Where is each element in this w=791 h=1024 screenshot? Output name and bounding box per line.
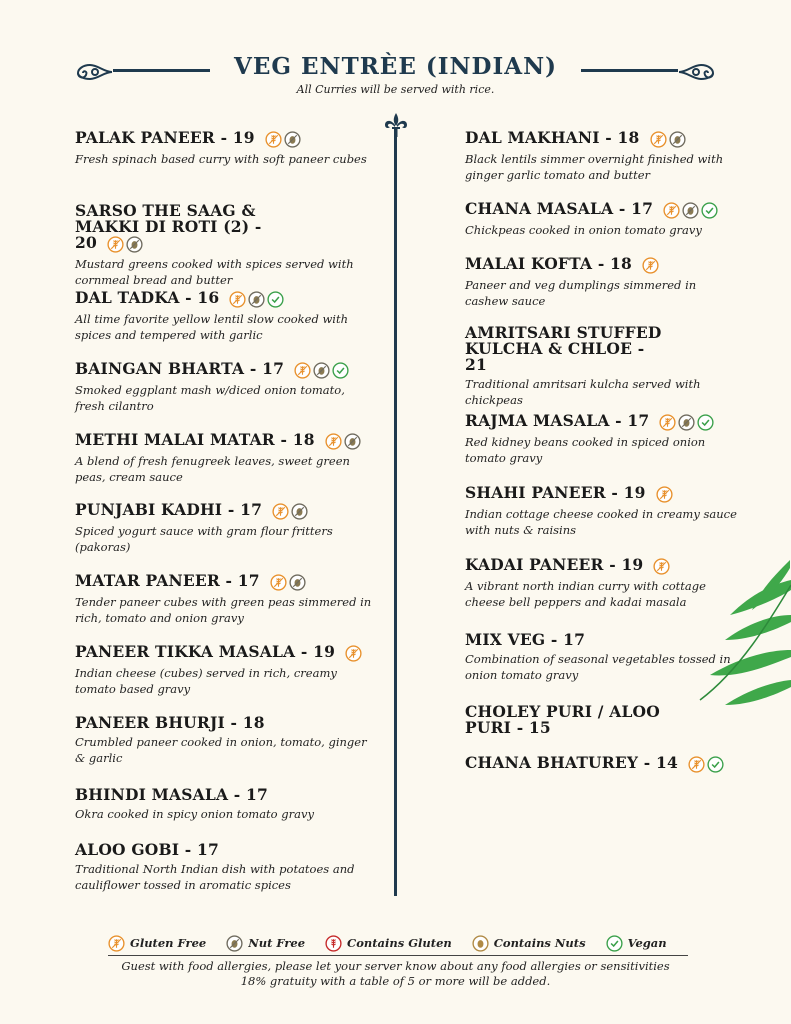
menu-item bbox=[75, 787, 375, 822]
nut-free-icon bbox=[669, 131, 686, 148]
menu-item bbox=[465, 256, 740, 309]
page-title: VEG ENTRÈE (INDIAN) bbox=[234, 53, 557, 80]
vegan-icon bbox=[332, 362, 349, 379]
menu-item-name: METHI MALAI MATAR - 18 bbox=[75, 432, 375, 450]
menu-item bbox=[465, 413, 740, 466]
menu-item-description: Combination of seasonal vegetables tossed in onion tomato gravy bbox=[465, 652, 731, 682]
legend-label: Nut Free bbox=[248, 936, 306, 950]
contains-gluten-icon bbox=[325, 935, 342, 952]
menu-item-description: Indian cottage cheese cooked in creamy sauce with nuts & raisins bbox=[465, 506, 737, 537]
menu-item-description: Traditional amritsari kulcha served with chickpeas bbox=[465, 377, 701, 407]
nut-free-icon bbox=[313, 362, 330, 379]
gluten-free-icon bbox=[688, 756, 705, 773]
nut-free-icon bbox=[248, 291, 265, 308]
menu-item bbox=[75, 502, 375, 555]
legend-item-contains-nuts bbox=[472, 935, 586, 952]
legend-item-nut-free bbox=[226, 935, 305, 952]
menu-item-name: KADAI PANEER - 19 bbox=[465, 557, 740, 575]
menu-item-description: Black lentils simmer overnight finished with ginger garlic tomato and butter bbox=[465, 151, 724, 182]
menu-item-description: All time favorite yellow lentil slow cooked with spices and tempered with garlic bbox=[75, 311, 349, 342]
menu-item bbox=[75, 290, 375, 343]
leaf-decoration bbox=[690, 560, 791, 735]
gluten-free-icon bbox=[656, 486, 673, 503]
menu-item bbox=[75, 203, 375, 288]
menu-item-name: SHAHI PANEER - 19 bbox=[465, 485, 740, 503]
menu-item-name: PUNJABI KADHI - 17 bbox=[75, 502, 375, 520]
gluten-free-icon bbox=[642, 257, 659, 274]
nut-free-icon bbox=[284, 131, 301, 148]
menu-item-name: MIX VEG - 17 bbox=[465, 630, 586, 649]
menu-item bbox=[75, 432, 375, 485]
menu-item bbox=[465, 201, 740, 238]
menu-item-description: Fresh spinach based curry with soft paneer cubes bbox=[75, 151, 367, 166]
footer-notes bbox=[0, 959, 791, 989]
menu-item-name: CHANA MASALA - 17 bbox=[465, 201, 740, 219]
legend-label: Contains Nuts bbox=[493, 936, 586, 950]
nut-free-icon bbox=[678, 414, 695, 431]
menu-item bbox=[465, 325, 740, 408]
menu-item-description: Traditional North Indian dish with potatoes and cauliflower tossed in aromatic spices bbox=[75, 862, 355, 892]
menu-header bbox=[0, 52, 791, 96]
nut-free-icon bbox=[226, 935, 243, 952]
nut-free-icon bbox=[126, 236, 143, 253]
menu-item-name: BHINDI MASALA - 17 bbox=[75, 785, 268, 804]
gluten-free-icon bbox=[270, 574, 287, 591]
column-divider bbox=[394, 128, 397, 896]
legend-item-gluten-free bbox=[108, 935, 206, 952]
vegan-icon bbox=[707, 756, 724, 773]
menu-item bbox=[465, 485, 740, 538]
gluten-free-icon bbox=[265, 131, 282, 148]
menu-item-name: PANEER TIKKA MASALA - 19 bbox=[75, 644, 375, 662]
menu-item-description: Crumbled paneer cooked in onion, tomato, ginger & garlic bbox=[75, 735, 367, 765]
menu-item-name: DAL TADKA - 16 bbox=[75, 290, 375, 308]
vegan-icon bbox=[701, 202, 718, 219]
gluten-free-icon bbox=[659, 414, 676, 431]
menu-item-name: SARSO THE SAAG & MAKKI DI ROTI (2) - 20 bbox=[75, 201, 262, 252]
left-title-rule bbox=[113, 69, 210, 72]
menu-item-description: Red kidney beans cooked in spiced onion tomato gravy bbox=[465, 434, 706, 465]
legend-rule bbox=[108, 955, 688, 956]
nut-free-icon bbox=[682, 202, 699, 219]
menu-item-description: Okra cooked in spicy onion tomato gravy bbox=[75, 807, 314, 821]
menu-item-description: A blend of fresh fenugreek leaves, sweet green peas, cream sauce bbox=[75, 453, 350, 484]
vegan-icon bbox=[697, 414, 714, 431]
menu-item-description: Spiced yogurt sauce with gram flour fritters (pakoras) bbox=[75, 523, 333, 554]
menu-item-name: MATAR PANEER - 17 bbox=[75, 573, 375, 591]
right-title-rule bbox=[581, 69, 678, 72]
menu-item-description: Tender paneer cubes with green peas simmered in rich, tomato and onion gravy bbox=[75, 594, 372, 625]
menu-item-description: Chickpeas cooked in onion tomato gravy bbox=[465, 222, 702, 237]
gluten-free-icon bbox=[272, 503, 289, 520]
menu-item bbox=[75, 715, 375, 766]
gluten-free-icon bbox=[650, 131, 667, 148]
menu-item-description: Mustard greens cooked with spices served with cornmeal bread and butter bbox=[75, 256, 354, 287]
gluten-free-icon bbox=[108, 935, 125, 952]
menu-item bbox=[75, 361, 375, 414]
right-flourish-ornament bbox=[677, 57, 717, 87]
vegan-icon bbox=[267, 291, 284, 308]
legend-label: Contains Gluten bbox=[347, 936, 452, 950]
left-flourish-ornament bbox=[74, 57, 114, 87]
legend-label: Vegan bbox=[627, 936, 667, 950]
menu-item-description: Paneer and veg dumplings simmered in cashew sauce bbox=[465, 277, 697, 308]
menu-item bbox=[465, 755, 740, 773]
menu-item-name: CHOLEY PURI / ALOO PURI - 15 bbox=[465, 702, 660, 737]
menu-item bbox=[465, 130, 740, 183]
menu-item bbox=[75, 644, 375, 697]
menu-item-name: ALOO GOBI - 17 bbox=[75, 840, 220, 859]
menu-item-name: BAINGAN BHARTA - 17 bbox=[75, 361, 375, 379]
menu-item-name: AMRITSARI STUFFED KULCHA & CHLOE - 21 bbox=[465, 323, 662, 374]
menu-item-description: Smoked eggplant mash w/diced onion tomato, fresh cilantro bbox=[75, 382, 345, 413]
menu-item-name: PALAK PANEER - 19 bbox=[75, 130, 375, 148]
legend-item-vegan bbox=[606, 935, 667, 952]
allergen-legend bbox=[108, 934, 688, 952]
menu-item-name: MALAI KOFTA - 18 bbox=[465, 256, 740, 274]
nut-free-icon bbox=[289, 574, 306, 591]
menu-item-name: RAJMA MASALA - 17 bbox=[465, 413, 740, 431]
legend-label: Gluten Free bbox=[130, 936, 207, 950]
contains-nuts-icon bbox=[472, 935, 489, 952]
menu-item bbox=[75, 573, 375, 626]
menu-item-description: Indian cheese (cubes) served in rich, creamy tomato based gravy bbox=[75, 665, 337, 696]
gluten-free-icon bbox=[325, 433, 342, 450]
legend-item-contains-gluten bbox=[325, 935, 452, 952]
gluten-free-icon bbox=[663, 202, 680, 219]
gluten-free-icon bbox=[107, 236, 124, 253]
allergy-note: Guest with food allergies, please let your server know about any food allergies or sensitivities bbox=[121, 959, 670, 973]
page-subtitle: All Curries will be served with rice. bbox=[296, 83, 495, 96]
menu-item bbox=[75, 842, 375, 893]
gratuity-note: 18% gratuity with a table of 5 or more will be added. bbox=[240, 974, 551, 988]
gluten-free-icon bbox=[345, 645, 362, 662]
menu-item bbox=[75, 130, 375, 167]
nut-free-icon bbox=[291, 503, 308, 520]
menu-item-name: CHANA BHATUREY - 14 bbox=[465, 755, 740, 773]
menu-item-name: DAL MAKHANI - 18 bbox=[465, 130, 740, 148]
gluten-free-icon bbox=[653, 558, 670, 575]
nut-free-icon bbox=[344, 433, 361, 450]
menu-item-description: A vibrant north indian curry with cottage cheese bell peppers and kadai masala bbox=[465, 578, 706, 609]
gluten-free-icon bbox=[229, 291, 246, 308]
vegan-icon bbox=[606, 935, 623, 952]
gluten-free-icon bbox=[294, 362, 311, 379]
menu-item-name: PANEER BHURJI - 18 bbox=[75, 713, 265, 732]
